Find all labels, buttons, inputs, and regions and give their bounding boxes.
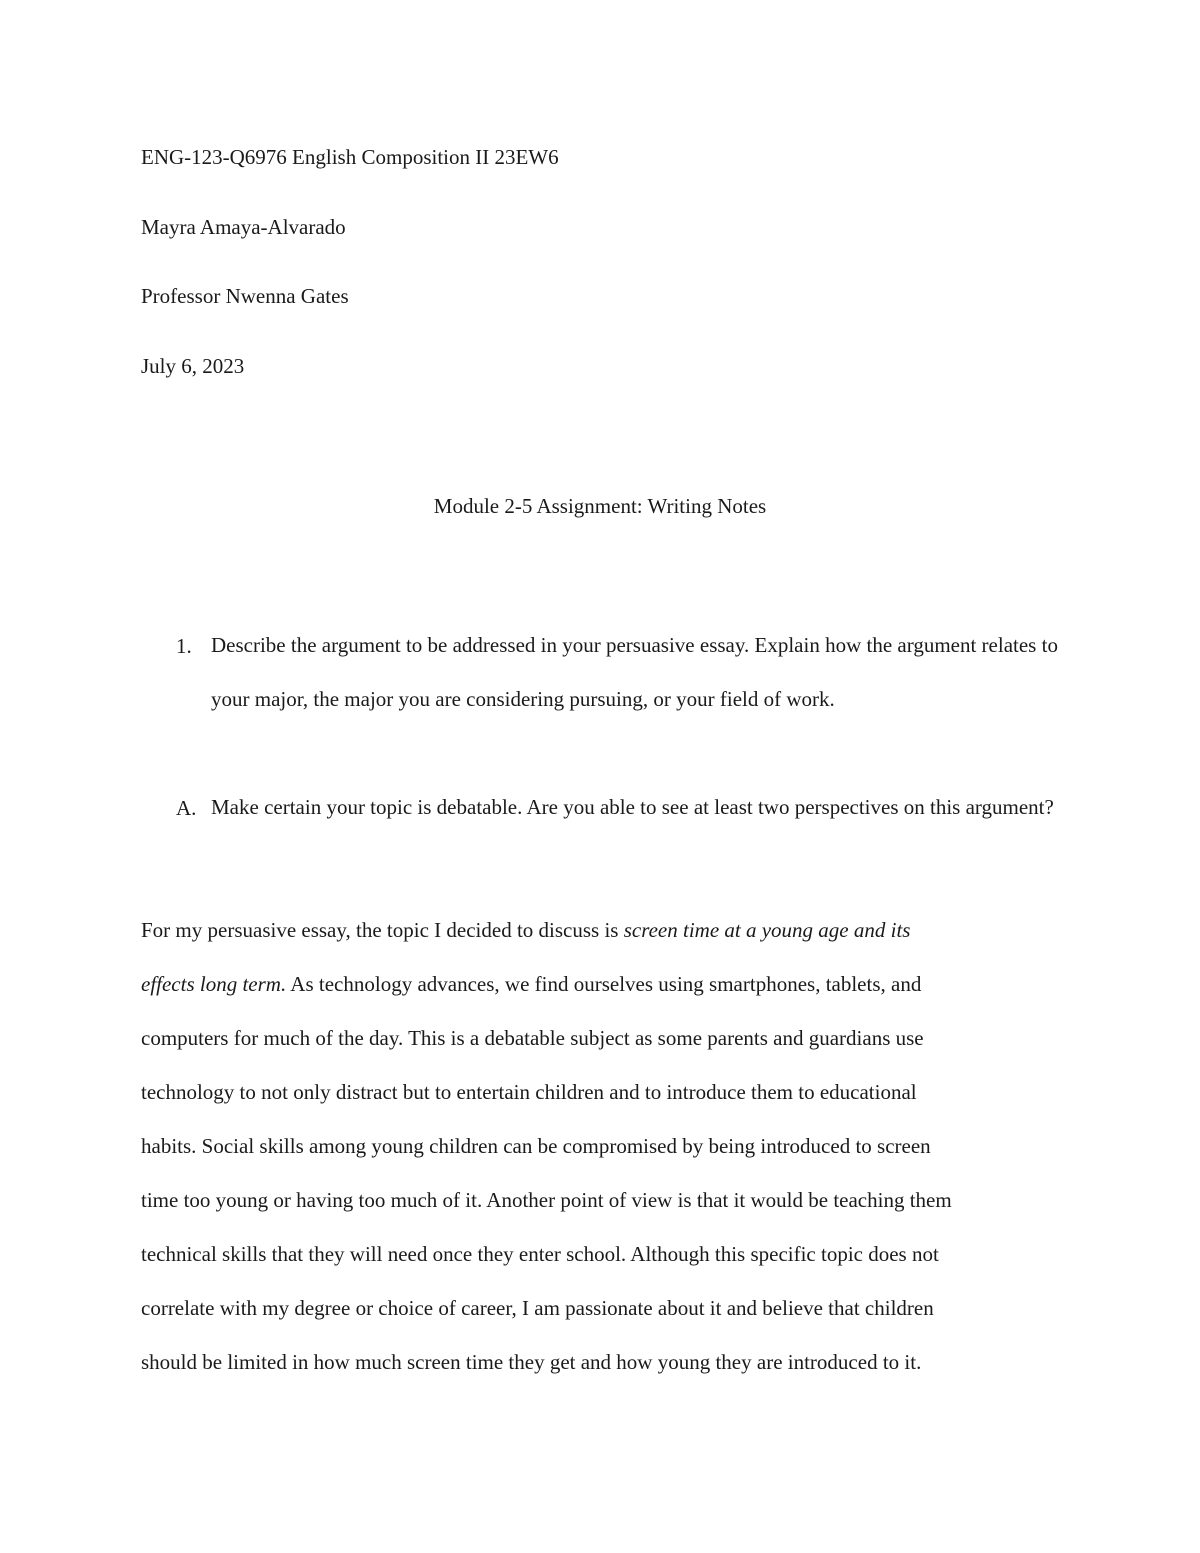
course-line: ENG-123-Q6976 English Composition II 23EW6 bbox=[141, 145, 559, 169]
answer-line: technical skills that they will need once they enter school. Although this specific topic does not bbox=[141, 1242, 939, 1266]
page-title: Module 2-5 Assignment: Writing Notes bbox=[433, 494, 767, 518]
answer-line: habits. Social skills among young children can be compromised by being introduced to screen bbox=[141, 1134, 931, 1158]
question-a-text: Make certain your topic is debatable. Are you able to see at least two perspectives on this argument? bbox=[211, 795, 1054, 819]
professor-name: Professor Nwenna Gates bbox=[141, 284, 349, 308]
date-line: July 6, 2023 bbox=[141, 354, 245, 378]
question-1-text: Describe the argument to be addressed in your persuasive essay. Explain how the argument relates to your major, the major you are considering pursuing, or your field of work. bbox=[211, 633, 1058, 711]
answer-line-2 bbox=[141, 957, 1081, 1011]
answer-intro: For my persuasive essay, the topic I decided to discuss is bbox=[141, 918, 624, 942]
answer-topic-part-1: screen time at a young age and its bbox=[623, 918, 911, 942]
answer-line: correlate with my degree or choice of career, I am passionate about it and believe that children bbox=[141, 1296, 934, 1320]
answer-line-1 bbox=[141, 903, 1081, 957]
student-name: Mayra Amaya-Alvarado bbox=[141, 215, 346, 239]
answer-topic-part-2: effects long term. bbox=[141, 972, 287, 996]
answer-line: should be limited in how much screen time they get and how young they are introduced to it. bbox=[141, 1350, 922, 1374]
answer-line: technology to not only distract but to entertain children and to introduce them to educational bbox=[141, 1080, 917, 1104]
question-a-marker: A. bbox=[176, 796, 197, 820]
answer-line-2-rest: As technology advances, we find ourselves using smartphones, tablets, and bbox=[286, 972, 922, 996]
answer-line: time too young or having too much of it. Another point of view is that it would be teaching them bbox=[141, 1188, 952, 1212]
question-1-marker: 1. bbox=[176, 634, 192, 658]
answer-line: computers for much of the day. This is a debatable subject as some parents and guardians use bbox=[141, 1026, 924, 1050]
answer-paragraph bbox=[141, 903, 1081, 1389]
